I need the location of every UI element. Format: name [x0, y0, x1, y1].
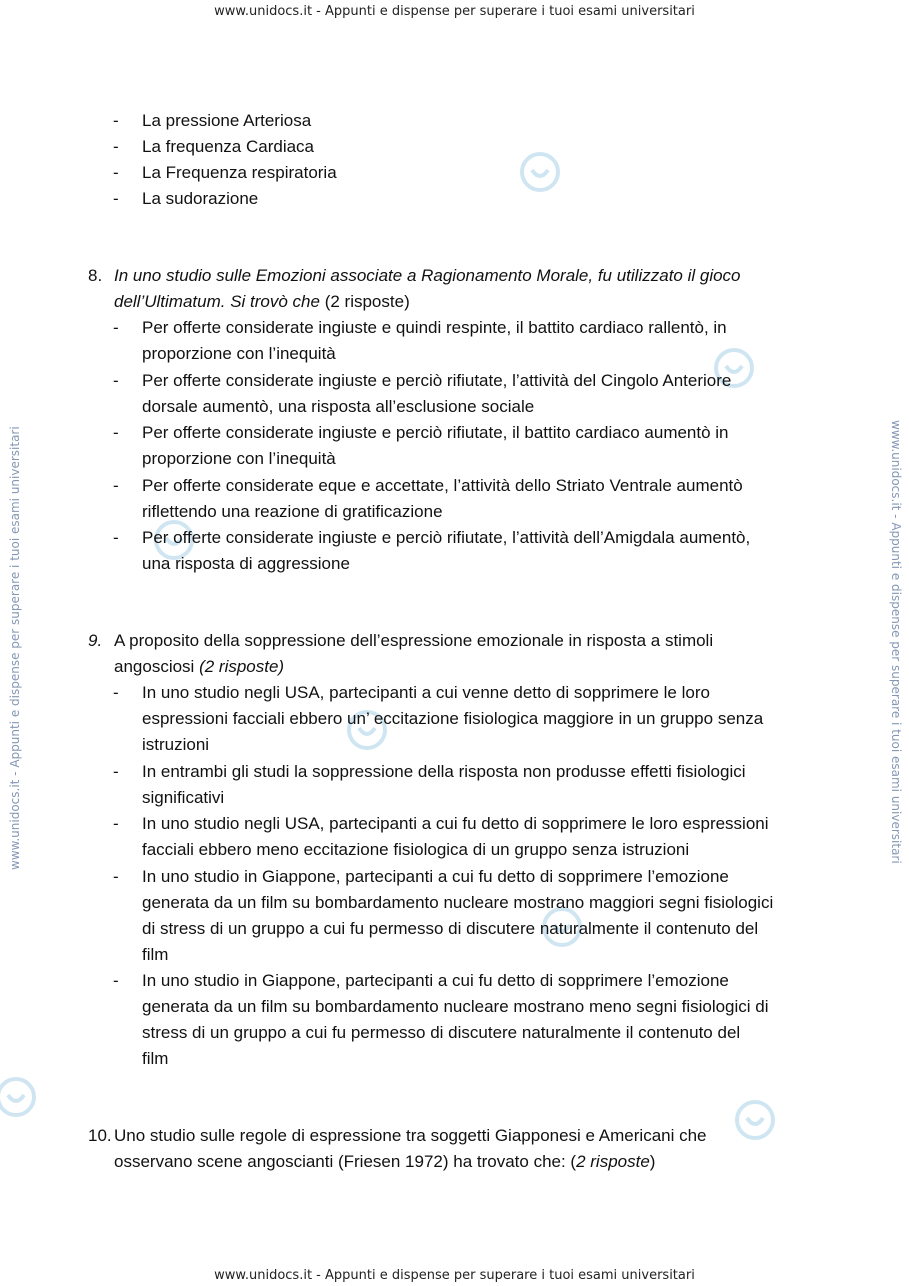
list-bullet: - — [113, 111, 119, 130]
answer-option: di stress di un gruppo a cui fu permesso di discutere naturalmente il contenuto del — [142, 919, 759, 938]
list-bullet: - — [113, 476, 119, 495]
list-bullet: - — [113, 814, 119, 833]
list-item: La Frequenza respiratoria — [142, 163, 337, 182]
answer-option: significativi — [142, 788, 225, 807]
question-number: 9. — [88, 631, 103, 650]
answer-option: In uno studio negli USA, partecipanti a cui venne detto di sopprimere le loro — [142, 683, 710, 702]
left-side-watermark-text: www.unidocs.it - Appunti e dispense per superare i tuoi esami universitari — [8, 426, 22, 870]
answer-option: proporzione con l’inequità — [142, 449, 336, 468]
page-header: www.unidocs.it - Appunti e dispense per superare i tuoi esami universitari — [214, 4, 695, 19]
page-footer: www.unidocs.it - Appunti e dispense per superare i tuoi esami universitari — [214, 1268, 695, 1283]
answer-option: riflettendo una reazione di gratificazione — [142, 502, 443, 521]
unidocs-logo-icon — [0, 1075, 38, 1119]
answer-option: stress di un gruppo a cui fu permesso di discutere naturalmente il contenuto del — [142, 1023, 741, 1042]
answer-option: una risposta di aggressione — [142, 554, 350, 573]
answer-option: facciali ebbero meno eccitazione fisiologica di un gruppo senza istruzioni — [142, 840, 690, 859]
answer-option: film — [142, 1049, 169, 1068]
list-item: La sudorazione — [142, 189, 259, 208]
answer-option: In uno studio in Giappone, partecipanti a cui fu detto di sopprimere l’emozione — [142, 867, 729, 886]
list-bullet: - — [113, 423, 119, 442]
list-bullet: - — [113, 683, 119, 702]
list-bullet: - — [113, 867, 119, 886]
list-bullet: - — [113, 318, 119, 337]
question-text: Uno studio sulle regole di espressione tra soggetti Giapponesi e Americani che — [114, 1126, 707, 1145]
question-text: osservano scene angoscianti (Friesen 1972) ha trovato che: (2 risposte) — [114, 1152, 656, 1171]
answer-option: Per offerte considerate ingiuste e perciò rifiutate, l’attività del Cingolo Anteriore — [142, 371, 732, 390]
list-bullet: - — [113, 189, 119, 208]
answer-option: In uno studio negli USA, partecipanti a cui fu detto di sopprimere le loro espressioni — [142, 814, 769, 833]
list-item: La frequenza Cardiaca — [142, 137, 315, 156]
question-text: In uno studio sulle Emozioni associate a Ragionamento Morale, fu utilizzato il gioco — [114, 266, 741, 285]
answer-option: Per offerte considerate ingiuste e quindi respinte, il battito cardiaco rallentò, in — [142, 318, 727, 337]
list-bullet: - — [113, 762, 119, 781]
answer-option: generata da un film su bombardamento nucleare mostrano meno segni fisiologici di — [142, 997, 769, 1016]
list-item: La pressione Arteriosa — [142, 111, 312, 130]
answer-option: Per offerte considerate ingiuste e perciò rifiutate, l’attività dell’Amigdala aumentò, — [142, 528, 751, 547]
list-bullet: - — [113, 971, 119, 990]
answer-option: dorsale aumentò, una risposta all’esclusione sociale — [142, 397, 535, 416]
answer-option: istruzioni — [142, 735, 210, 754]
answer-option: Per offerte considerate ingiuste e perciò rifiutate, il battito cardiaco aumentò in — [142, 423, 729, 442]
question-text: angosciosi (2 risposte) — [114, 657, 285, 676]
answer-option: Per offerte considerate eque e accettate, l’attività dello Striato Ventrale aumentò — [142, 476, 743, 495]
question-text: A proposito della soppressione dell’espressione emozionale in risposta a stimoli — [114, 631, 714, 650]
question-number: 10. — [88, 1126, 112, 1145]
answer-option: In uno studio in Giappone, partecipanti a cui fu detto di sopprimere l’emozione — [142, 971, 729, 990]
list-bullet: - — [113, 137, 119, 156]
answer-option: proporzione con l’inequità — [142, 344, 336, 363]
unidocs-logo-icon — [518, 150, 562, 194]
right-side-watermark-text: www.unidocs.it - Appunti e dispense per superare i tuoi esami universitari — [889, 420, 903, 864]
list-bullet: - — [113, 371, 119, 390]
answer-option: generata da un film su bombardamento nucleare mostrano maggiori segni fisiologici — [142, 893, 774, 912]
question-number: 8. — [88, 266, 103, 285]
unidocs-logo-icon — [733, 1098, 777, 1142]
question-text: dell’Ultimatum. Si trovò che (2 risposte) — [114, 292, 410, 311]
answer-option: espressioni facciali ebbero un’ eccitazione fisiologica maggiore in un gruppo senza — [142, 709, 764, 728]
list-bullet: - — [113, 528, 119, 547]
answer-option: In entrambi gli studi la soppressione della risposta non produsse effetti fisiologici — [142, 762, 746, 781]
answer-option: film — [142, 945, 169, 964]
list-bullet: - — [113, 163, 119, 182]
